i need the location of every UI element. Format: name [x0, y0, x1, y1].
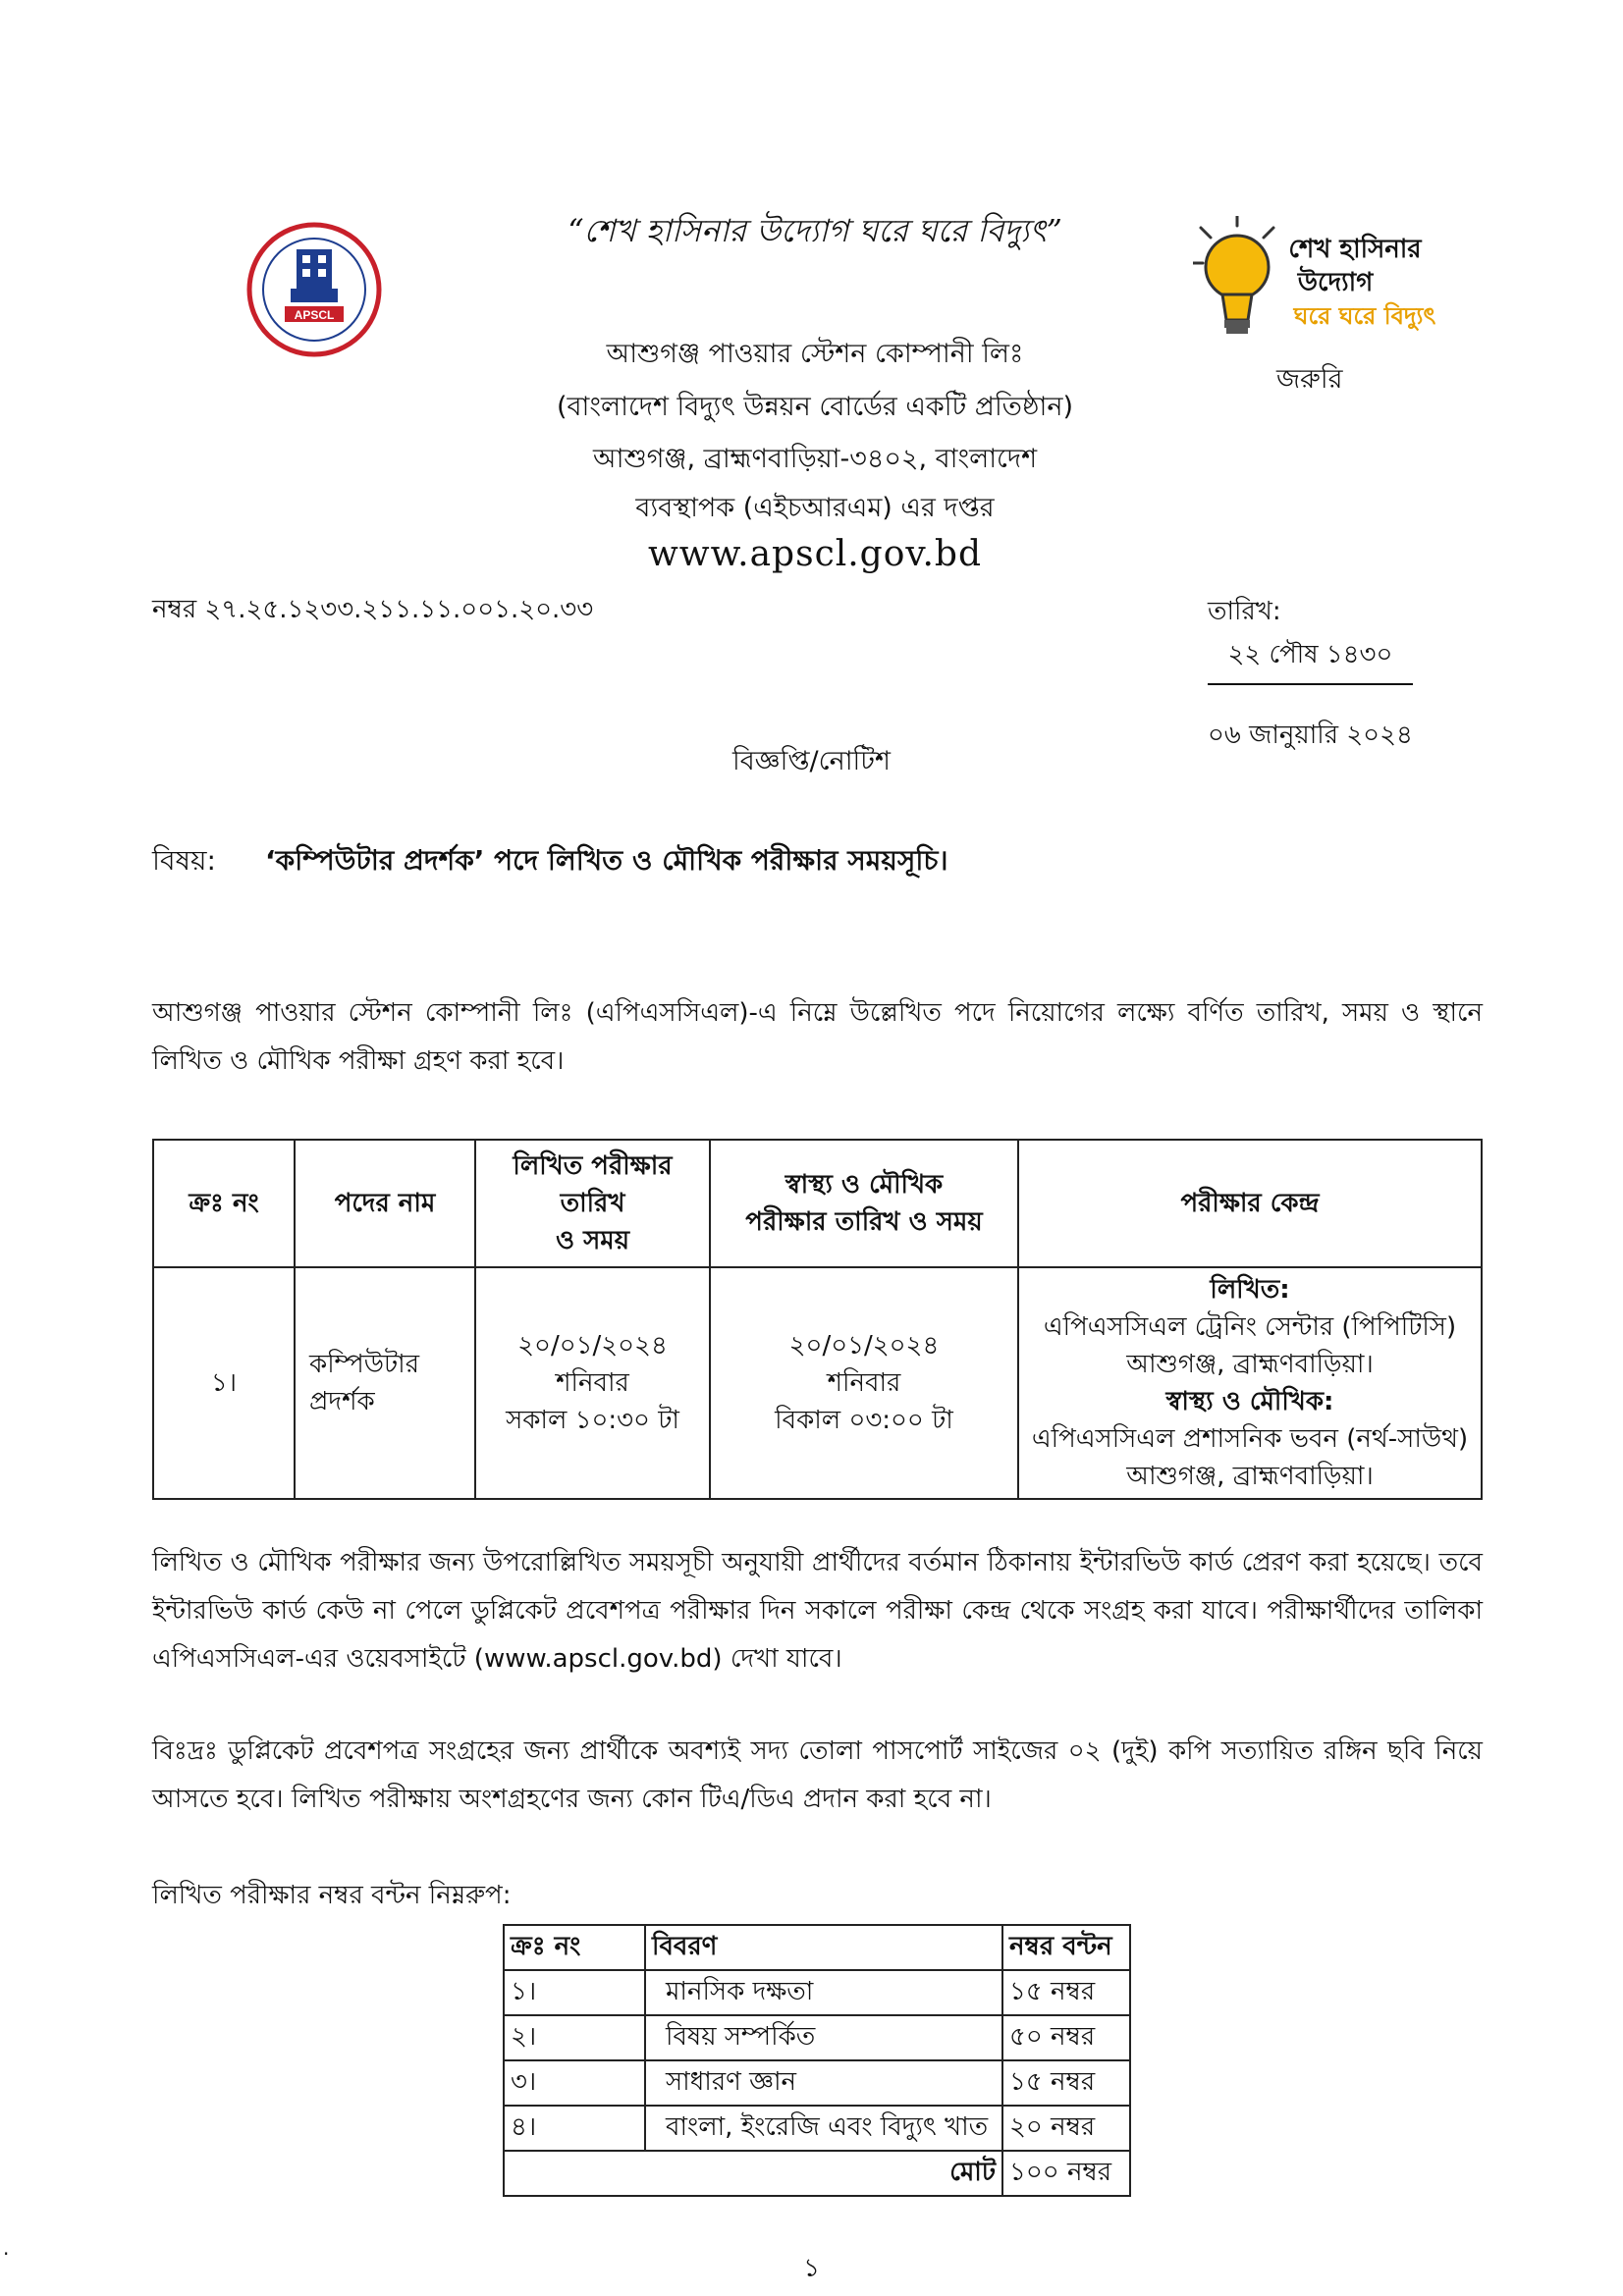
- row-post-l2: প্রদর্শক: [309, 1387, 375, 1416]
- marks-col-serial: ক্রঃ নং: [504, 1925, 645, 1970]
- marks-value: ২০ নম্বর: [1002, 2106, 1130, 2151]
- col-viva-l1: স্বাস্থ্য ও মৌখিক: [784, 1170, 944, 1200]
- marks-header-row: [504, 1925, 1130, 1970]
- org-address: আশুগঞ্জ, ব্রাহ্মণবাড়িয়া-৩৪০২, বাংলাদেশ: [592, 444, 1038, 474]
- sheikh-hasina-initiative-logo: [1193, 216, 1458, 353]
- center-written-l2: আশুগঞ্জ, ব্রাহ্মণবাড়িয়া।: [1126, 1350, 1374, 1379]
- page-number: ১: [803, 2254, 820, 2283]
- marks-row: [504, 2015, 1130, 2060]
- center-viva-l2: আশুগঞ্জ, ব্রাহ্মণবাড়িয়া।: [1126, 1462, 1374, 1491]
- marks-serial: ২।: [504, 2015, 645, 2060]
- office-name: ব্যবস্থাপক (এইচআরএম) এর দপ্তর: [635, 493, 995, 523]
- col-viva: [710, 1140, 1018, 1267]
- col-serial: ক্রঃ নং: [153, 1140, 295, 1267]
- col-written-l3: ও সময়: [555, 1226, 630, 1255]
- marks-col-marks: নম্বর বন্টন: [1002, 1925, 1130, 1970]
- subject-line: [152, 839, 947, 885]
- center-viva-label: স্বাস্থ্য ও মৌখিক:: [1165, 1387, 1334, 1416]
- marks-value: ১৫ নম্বর: [1002, 2060, 1130, 2106]
- intro-paragraph: আশুগঞ্জ পাওয়ার স্টেশন কোম্পানী লিঃ (এপিএসসিএল)-এ নিম্নে উল্লেখিত পদে নিয়োগের লক্ষ্যে বর্ণিত তারিখ, সময় ও স্থানে লিখিত ও মৌখিক পরীক্ষা গ্রহণ করা হবে।: [152, 998, 1483, 1076]
- slogan: “শেখ হাসিনার উদ্যোগ ঘরে ঘরে বিদ্যুৎ”: [568, 212, 1062, 249]
- marks-table: [503, 1924, 1131, 2197]
- marks-total-value: ১০০ নম্বর: [1002, 2151, 1130, 2196]
- apscl-logo-text: APSCL: [294, 308, 335, 322]
- subject-label: বিষয়:: [152, 844, 216, 877]
- marks-value: ১৫ নম্বর: [1002, 1970, 1130, 2015]
- marks-serial: ৩।: [504, 2060, 645, 2106]
- marks-desc: বাংলা, ইংরেজি এবং বিদ্যুৎ খাত: [645, 2106, 1002, 2151]
- col-center: পরীক্ষার কেন্দ্র: [1018, 1140, 1482, 1267]
- row-viva-day: শনিবার: [827, 1368, 901, 1398]
- marks-row: [504, 1970, 1130, 2015]
- org-name: আশুগঞ্জ পাওয়ার স্টেশন কোম্পানী লিঃ: [606, 339, 1024, 369]
- marks-desc: সাধারণ জ্ঞান: [645, 2060, 1002, 2106]
- marks-intro: লিখিত পরীক্ষার নম্বর বন্টন নিম্নরুপ:: [152, 1881, 512, 1910]
- logo-line1: শেখ হাসিনার: [1288, 235, 1422, 264]
- row-post: [295, 1267, 475, 1499]
- col-post: পদের নাম: [295, 1140, 475, 1267]
- row-viva-date: ২০/০১/২০২৪: [788, 1331, 940, 1361]
- date-bangla: ২২ পৌষ ১৪৩০: [1208, 634, 1413, 685]
- col-written-l2: তারিখ: [560, 1189, 625, 1218]
- logo-line3: ঘরে ঘরে বিদ্যুৎ: [1293, 302, 1436, 330]
- website-link[interactable]: www.apscl.gov.bd: [647, 534, 983, 574]
- schedule-row: [153, 1267, 1482, 1499]
- schedule-header-row: [153, 1140, 1482, 1267]
- subject-text: ‘কম্পিউটার প্রদর্শক’ পদে লিখিত ও মৌখিক পরীক্ষার সময়সূচি।: [265, 844, 948, 877]
- row-written-time: সকাল ১০:৩০ টা: [506, 1406, 679, 1435]
- margin-mark: .: [3, 2236, 10, 2260]
- urgent-label: জরুরি: [1276, 364, 1343, 395]
- marks-value: ৫০ নম্বর: [1002, 2015, 1130, 2060]
- row-written-day: শনিবার: [556, 1368, 629, 1398]
- note-paragraph: বিঃদ্রঃ ডুপ্লিকেট প্রবেশপত্র সংগ্রহের জন্য প্রার্থীকে অবশ্যই সদ্য তোলা পাসপোর্ট সাইজের ০২ (দুই) কপি সত্যায়িত রঙ্গিন ছবি নিয়ে আসতে হবে। লিখিত পরীক্ষায় অংশগ্রহণের জন্য কোন টিএ/ডিএ প্রদান করা হবে না।: [152, 1736, 1483, 1814]
- notice-title: বিজ্ঞপ্তি/নোটিশ: [732, 746, 891, 776]
- center-viva-l1: এপিএসসিএল প্রশাসনিক ভবন (নর্থ-সাউথ): [1031, 1424, 1469, 1454]
- marks-col-desc: বিবরণ: [645, 1925, 1002, 1970]
- row-viva-time: বিকাল ০৩:০০ টা: [775, 1406, 953, 1435]
- marks-total-label: মোট: [504, 2151, 1002, 2196]
- row-post-l1: কম্পিউটার: [309, 1350, 420, 1379]
- org-subtitle: (বাংলাদেশ বিদ্যুৎ উন্নয়ন বোর্ডের একটি প্রতিষ্ঠান): [557, 392, 1073, 422]
- date-block: [1208, 567, 1483, 758]
- logo-line2: উদ্যোগ: [1297, 268, 1374, 297]
- schedule-table: [152, 1139, 1483, 1500]
- reference-number: নম্বর ২৭.২৫.১২৩৩.২১১.১১.০০১.২০.৩৩: [152, 595, 594, 624]
- marks-serial: ৪।: [504, 2106, 645, 2151]
- marks-row: [504, 2060, 1130, 2106]
- marks-total-row: [504, 2151, 1130, 2196]
- marks-serial: ১।: [504, 1970, 645, 2015]
- apscl-logo: [236, 216, 393, 363]
- marks-desc: বিষয় সম্পর্কিত: [645, 2015, 1002, 2060]
- center-written-label: লিখিত:: [1210, 1275, 1290, 1305]
- center-written-l1: এপিএসসিএল ট্রেনিং সেন্টার (পিপিটিসি): [1043, 1312, 1457, 1342]
- row-written: [475, 1267, 710, 1499]
- col-written: [475, 1140, 710, 1267]
- marks-row: [504, 2106, 1130, 2151]
- col-written-l1: লিখিত পরীক্ষার: [513, 1151, 673, 1181]
- admit-card-paragraph: লিখিত ও মৌখিক পরীক্ষার জন্য উপরোল্লিখিত সময়সূচী অনুযায়ী প্রার্থীদের বর্তমান ঠিকানায় ইন্টারভিউ কার্ড প্রেরণ করা হয়েছে। তবে ইন্টারভিউ কার্ড কেউ না পেলে ডুপ্লিকেট প্রবেশপত্র পরীক্ষার দিন সকালে পরীক্ষা কেন্দ্র থেকে সংগ্রহ করা যাবে। পরীক্ষার্থীদের তালিকা এপিএসসিএল-এর ওয়েবসাইটে (www.apscl.gov.bd) দেখা যাবে।: [152, 1548, 1483, 1674]
- row-center: [1018, 1267, 1482, 1499]
- row-serial: ১।: [153, 1267, 295, 1499]
- date-label: তারিখ:: [1208, 597, 1281, 626]
- col-viva-l2: পরীক্ষার তারিখ ও সময়: [745, 1207, 983, 1237]
- row-written-date: ২০/০১/২০২৪: [517, 1331, 668, 1361]
- date-english: ০৬ জানুয়ারি ২০২৪: [1208, 721, 1413, 750]
- row-viva: [710, 1267, 1018, 1499]
- marks-desc: মানসিক দক্ষতা: [645, 1970, 1002, 2015]
